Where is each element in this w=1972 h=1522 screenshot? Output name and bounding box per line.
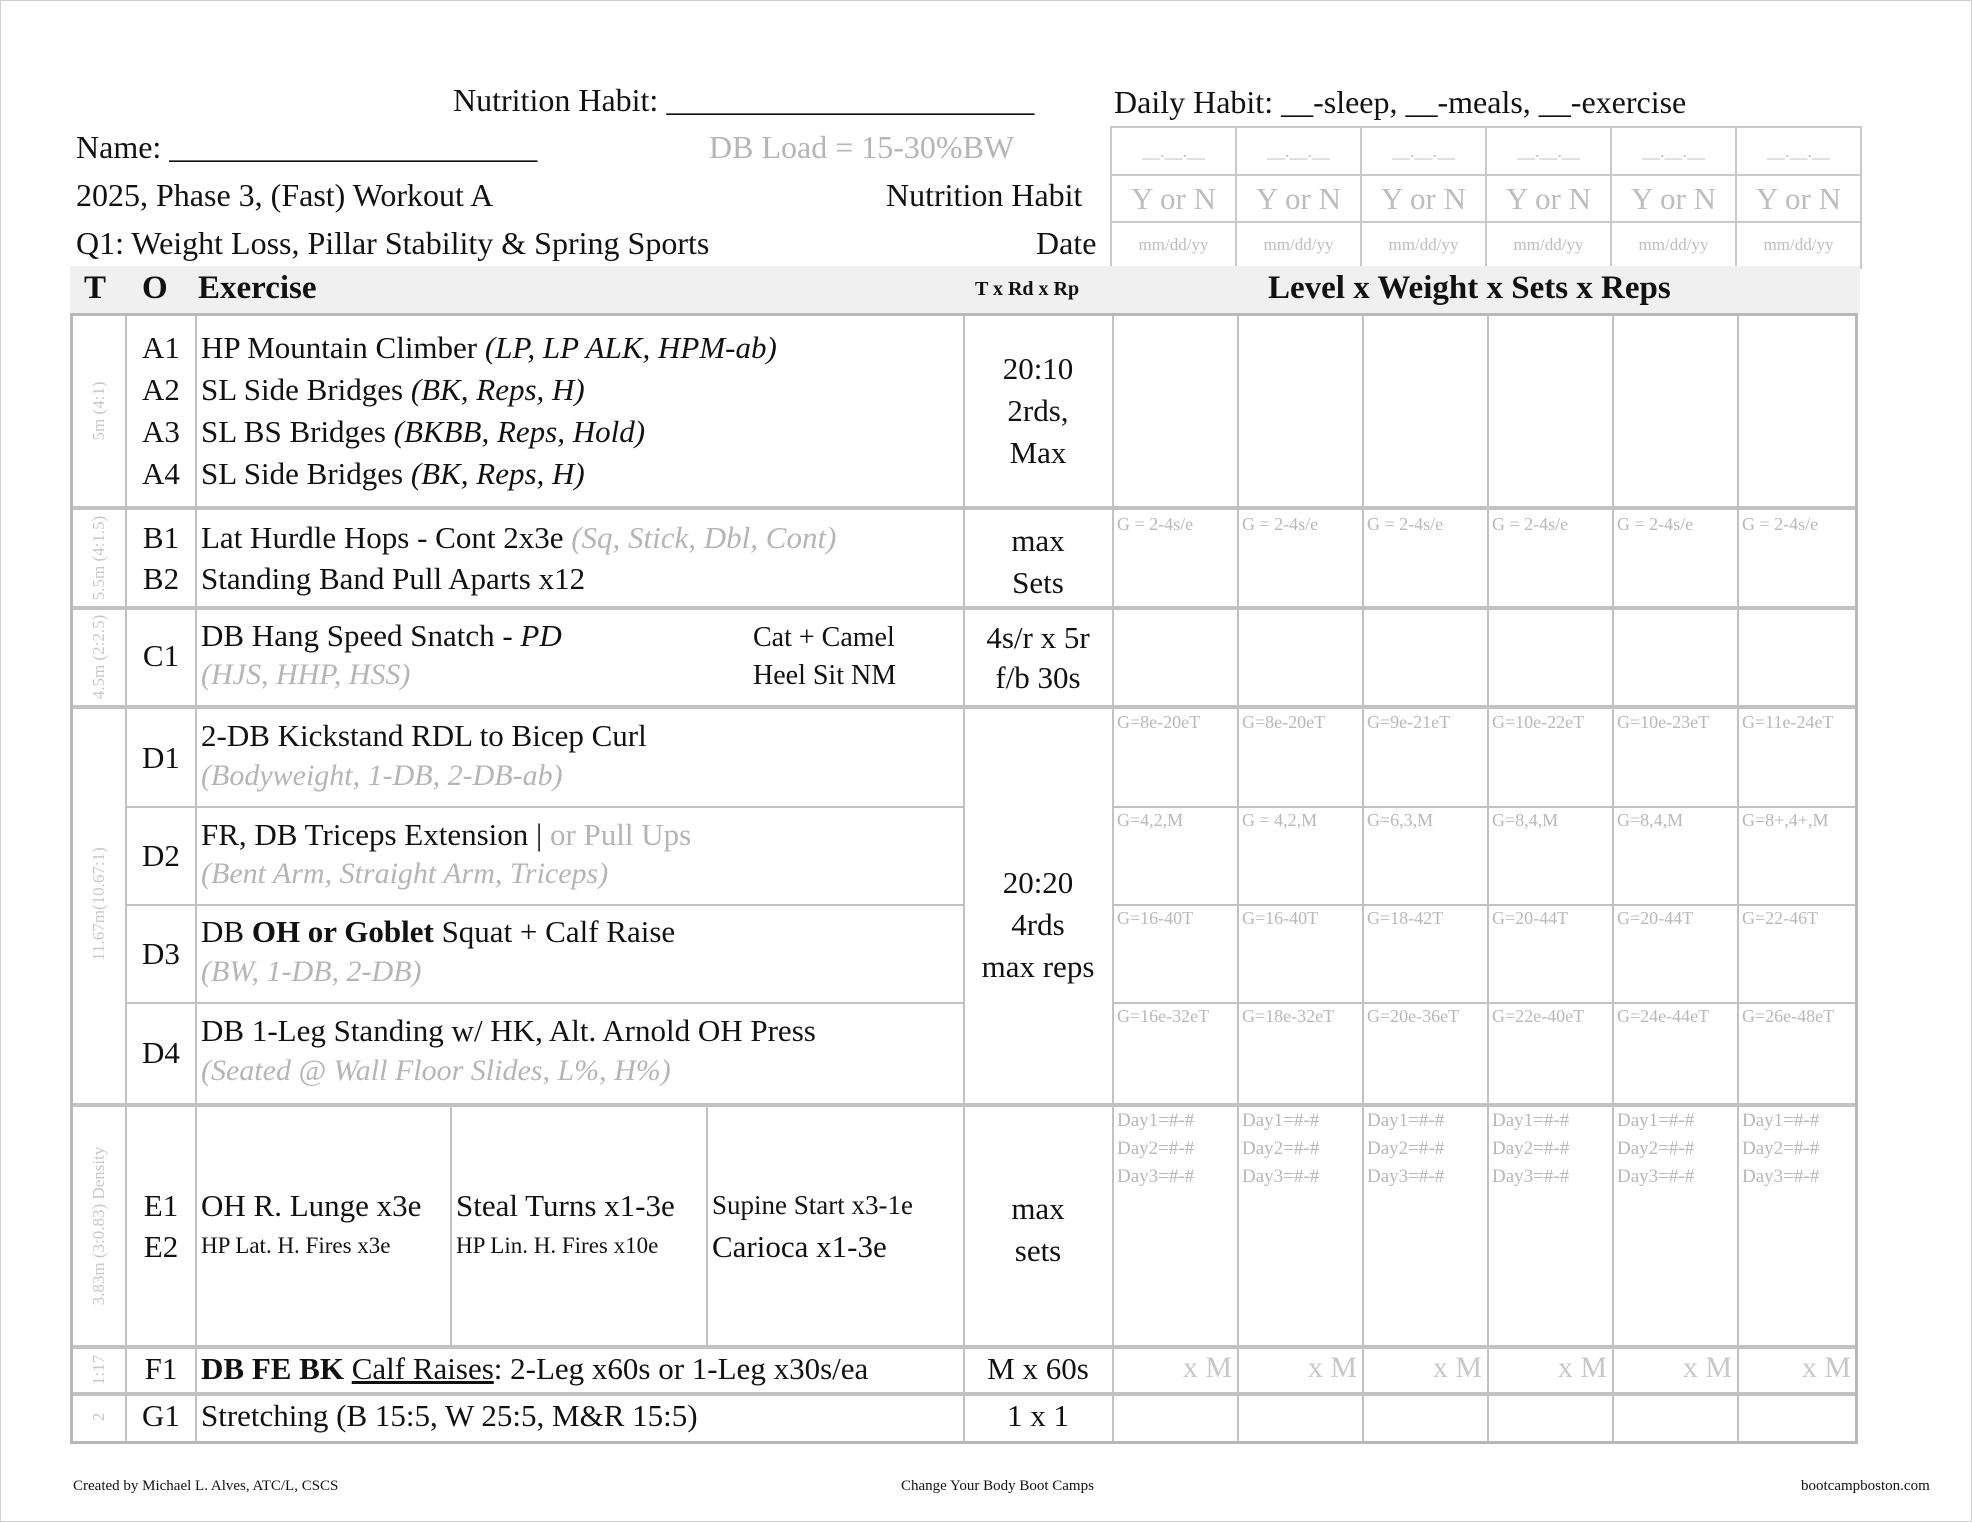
days-e-2: Day1=#-# Day2=#-# Day3=#-# <box>1242 1110 1320 1187</box>
exercise-d1-sub: (Bodyweight, 1-DB, 2-DB-ab) <box>201 759 563 792</box>
date-cell[interactable]: mm/dd/yy <box>1612 223 1737 267</box>
exercise-f1: DB FE BK Calf Raises: 2-Leg x60s or 1-Leg x30s/ea <box>201 1351 869 1386</box>
blank-cell[interactable]: __.__.__ <box>1362 128 1487 176</box>
exercise-a3: SL BS Bridges (BKBB, Reps, Hold) <box>201 414 646 449</box>
days-e-5: Day1=#-# Day2=#-# Day3=#-# <box>1617 1110 1695 1187</box>
date-cell[interactable]: mm/dd/yy <box>1237 223 1362 267</box>
goal-b-1: G = 2-4s/e <box>1117 514 1194 534</box>
block-b-time: 5.5m (4:1.5) <box>89 515 108 601</box>
exercise-d2: FR, DB Triceps Extension | or Pull Ups <box>201 817 692 852</box>
exercise-e1-col2: Steal Turns x1-3e <box>456 1188 675 1223</box>
block-e-time: 3.83m (3:0.83) Density <box>89 1146 108 1306</box>
col-exercise: Exercise <box>198 270 317 306</box>
goal-b-4: G = 2-4s/e <box>1492 514 1569 534</box>
exercise-b1: Lat Hurdle Hops - Cont 2x3e (Sq, Stick, Dbl, Cont) <box>201 520 837 555</box>
label-b1: B1 <box>142 520 180 555</box>
exercise-c1-sub: (HJS, HHP, HSS) <box>201 658 411 691</box>
col-trdrp: T x Rd x Rp <box>975 278 1080 300</box>
goal-b-6: G = 2-4s/e <box>1742 514 1819 534</box>
goal-d4-2: G=18e-32eT <box>1242 1006 1335 1026</box>
exercise-g1: Stretching (B 15:5, W 25:5, M&R 15:5) <box>201 1398 698 1433</box>
exercise-e2-col1: HP Lat. H. Fires x3e <box>201 1233 391 1258</box>
goal-d1-1: G=8e-20eT <box>1117 712 1201 732</box>
yn-cell[interactable]: Y or N <box>1112 176 1237 223</box>
footer-right: bootcampboston.com <box>1801 1478 1930 1494</box>
blank-cell[interactable]: __.__.__ <box>1737 128 1860 176</box>
blank-cell[interactable]: __.__.__ <box>1612 128 1737 176</box>
label-b2: B2 <box>142 561 180 596</box>
xm-f-2: x M <box>1307 1351 1357 1384</box>
label-a2: A2 <box>142 372 180 407</box>
block-c-time: 4.5m (2:2.5) <box>89 614 108 700</box>
nutrition-habit-label: Nutrition Habit: _______________________ <box>453 82 1035 118</box>
aside-c-1: Cat + Camel <box>753 622 895 653</box>
goal-d4-4: G=22e-40eT <box>1492 1006 1585 1026</box>
label-d2: D2 <box>142 838 180 873</box>
col-t: T <box>84 270 107 306</box>
goal-d2-5: G=8,4,M <box>1617 810 1684 830</box>
exercise-a2: SL Side Bridges (BK, Reps, H) <box>201 372 585 407</box>
exercise-a4: SL Side Bridges (BK, Reps, H) <box>201 456 585 491</box>
daily-habit-label: Daily Habit: __-sleep, __-meals, __-exercise <box>1114 84 1687 120</box>
xm-f-5: x M <box>1682 1351 1732 1384</box>
yn-cell[interactable]: Y or N <box>1612 176 1737 223</box>
label-d4: D4 <box>142 1035 180 1070</box>
column-header <box>70 266 1860 313</box>
exercise-d4: DB 1-Leg Standing w/ HK, Alt. Arnold OH Press <box>201 1013 816 1048</box>
days-e-6: Day1=#-# Day2=#-# Day3=#-# <box>1742 1110 1820 1187</box>
exercise-d2-sub: (Bent Arm, Straight Arm, Triceps) <box>201 857 609 890</box>
workout-table <box>70 313 1858 1444</box>
xm-f-6: x M <box>1801 1351 1851 1384</box>
date-cell[interactable]: mm/dd/yy <box>1362 223 1487 267</box>
footer-left: Created by Michael L. Alves, ATC/L, CSCS <box>73 1478 339 1494</box>
label-f1: F1 <box>144 1351 178 1386</box>
goal-d2-4: G=8,4,M <box>1492 810 1559 830</box>
blank-cell[interactable]: __.__.__ <box>1237 128 1362 176</box>
xm-f-3: x M <box>1432 1351 1482 1384</box>
trdrp-f: M x 60s <box>987 1351 1089 1386</box>
exercise-e1-col3: Supine Start x3-1e <box>712 1190 913 1220</box>
goal-d2-3: G=6,3,M <box>1367 810 1434 830</box>
goal-d3-5: G=20-44T <box>1617 908 1694 928</box>
habit-grid <box>1110 126 1862 269</box>
xm-f-4: x M <box>1557 1351 1607 1384</box>
goal-d2-2: G = 4,2,M <box>1242 810 1318 830</box>
exercise-e2-col3: Carioca x1-3e <box>712 1229 887 1264</box>
label-e2: E2 <box>143 1229 179 1264</box>
goal-d3-3: G=18-42T <box>1367 908 1444 928</box>
goal-d4-3: G=20e-36eT <box>1367 1006 1460 1026</box>
xm-f-1: x M <box>1182 1351 1232 1384</box>
trdrp-d: 20:20 4rds max reps <box>981 865 1095 984</box>
workout-title: 2025, Phase 3, (Fast) Workout A <box>76 177 494 213</box>
yn-cell[interactable]: Y or N <box>1737 176 1860 223</box>
goal-d3-4: G=20-44T <box>1492 908 1569 928</box>
exercise-b2: Standing Band Pull Aparts x12 <box>201 561 586 596</box>
quarter-title: Q1: Weight Loss, Pillar Stability & Spring Sports <box>76 225 710 261</box>
yn-cell[interactable]: Y or N <box>1487 176 1612 223</box>
days-e-1: Day1=#-# Day2=#-# Day3=#-# <box>1117 1110 1195 1187</box>
exercise-d3-sub: (BW, 1-DB, 2-DB) <box>201 955 422 988</box>
exercise-c1: DB Hang Speed Snatch - PD <box>201 618 562 653</box>
trdrp-g: 1 x 1 <box>1007 1398 1069 1433</box>
goal-d3-6: G=22-46T <box>1742 908 1819 928</box>
goal-d4-1: G=16e-32eT <box>1117 1006 1210 1026</box>
days-e-3: Day1=#-# Day2=#-# Day3=#-# <box>1367 1110 1445 1187</box>
col-o: O <box>142 270 168 306</box>
goal-d3-2: G=16-40T <box>1242 908 1319 928</box>
trdrp-c: 4s/r x 5r f/b 30s <box>986 620 1090 695</box>
yn-cell[interactable]: Y or N <box>1362 176 1487 223</box>
exercise-d3: DB OH or Goblet Squat + Calf Raise <box>201 914 676 949</box>
label-e1: E1 <box>143 1188 179 1223</box>
label-d1: D1 <box>142 740 180 775</box>
db-load: DB Load = 15-30%BW <box>709 129 1015 165</box>
goal-d4-5: G=24e-44eT <box>1617 1006 1710 1026</box>
goal-d1-2: G=8e-20eT <box>1242 712 1326 732</box>
blank-cell[interactable]: __.__.__ <box>1487 128 1612 176</box>
goal-d1-4: G=10e-22eT <box>1492 712 1585 732</box>
trdrp-a: 20:10 2rds, Max <box>1002 351 1074 470</box>
exercise-d4-sub: (Seated @ Wall Floor Slides, L%, H%) <box>201 1054 671 1087</box>
footer-center: Change Your Body Boot Camps <box>901 1478 1094 1494</box>
goal-d4-6: G=26e-48eT <box>1742 1006 1835 1026</box>
block-a-time: 5m (4:1) <box>89 381 108 441</box>
nutrition-habit-row-label: Nutrition Habit <box>886 177 1083 213</box>
blank-cell[interactable]: __.__.__ <box>1112 128 1237 176</box>
label-g1: G1 <box>142 1398 180 1433</box>
label-a3: A3 <box>142 414 180 449</box>
trdrp-e: max sets <box>1011 1191 1065 1268</box>
label-d3: D3 <box>142 936 180 971</box>
date-row-label: Date <box>1036 225 1097 261</box>
goal-b-2: G = 2-4s/e <box>1242 514 1319 534</box>
goal-d1-3: G=9e-21eT <box>1367 712 1451 732</box>
exercise-d1: 2-DB Kickstand RDL to Bicep Curl <box>201 718 647 753</box>
block-f-time: 1:17 <box>89 1354 108 1386</box>
days-e-4: Day1=#-# Day2=#-# Day3=#-# <box>1492 1110 1570 1187</box>
yn-cell[interactable]: Y or N <box>1237 176 1362 223</box>
col-level: Level x Weight x Sets x Reps <box>1268 270 1671 306</box>
date-cell[interactable]: mm/dd/yy <box>1763 235 1834 254</box>
block-d-time: 11.67m(10.67:1) <box>89 847 108 961</box>
exercise-e1-col1: OH R. Lunge x3e <box>201 1188 422 1223</box>
goal-d2-1: G=4,2,M <box>1117 810 1184 830</box>
label-c1: C1 <box>142 638 180 673</box>
goal-d2-6: G=8+,4+,M <box>1742 810 1829 830</box>
goal-b-5: G = 2-4s/e <box>1617 514 1694 534</box>
label-a4: A4 <box>142 456 180 491</box>
date-cell[interactable]: mm/dd/yy <box>1487 223 1612 267</box>
block-g-time: 2 <box>89 1412 108 1422</box>
name-label: Name: _______________________ <box>76 129 538 165</box>
date-cell[interactable]: mm/dd/yy <box>1112 223 1237 267</box>
goal-d3-1: G=16-40T <box>1117 908 1194 928</box>
trdrp-b: max Sets <box>1011 523 1065 600</box>
exercise-e2-col2: HP Lin. H. Fires x10e <box>456 1233 659 1258</box>
exercise-a1: HP Mountain Climber (LP, LP ALK, HPM-ab) <box>201 330 777 365</box>
label-a1: A1 <box>142 330 180 365</box>
goal-d1-5: G=10e-23eT <box>1617 712 1710 732</box>
goal-d1-6: G=11e-24eT <box>1742 712 1834 732</box>
aside-c-2: Heel Sit NM <box>753 660 897 691</box>
goal-b-3: G = 2-4s/e <box>1367 514 1444 534</box>
